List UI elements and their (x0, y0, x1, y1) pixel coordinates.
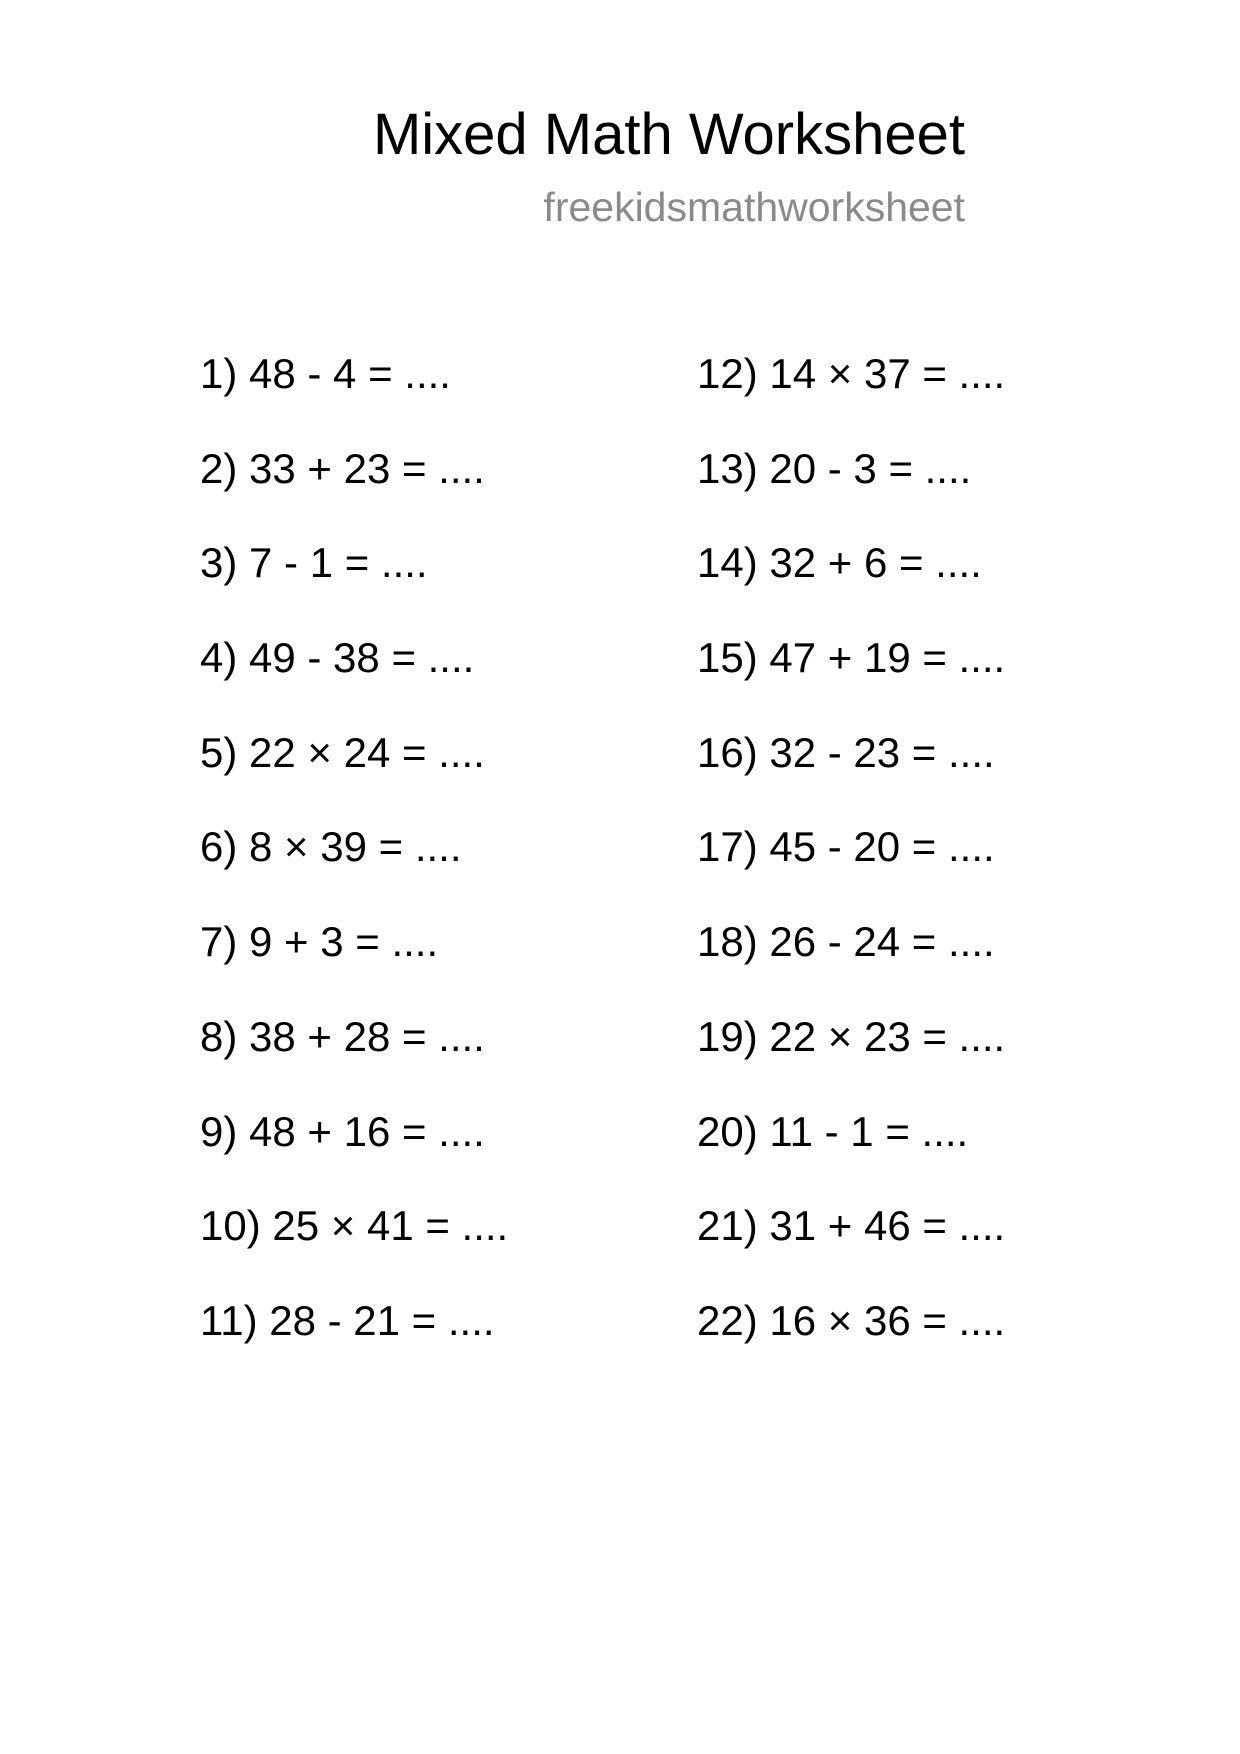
page-subtitle: freekidsmathworksheet (543, 184, 965, 230)
math-problem: 8) 38 + 28 = .... (200, 1012, 485, 1060)
math-problem: 19) 22 × 23 = .... (697, 1012, 1006, 1060)
math-problem: 22) 16 × 36 = .... (697, 1296, 1006, 1344)
math-problem: 2) 33 + 23 = .... (200, 444, 485, 492)
math-problem: 4) 49 - 38 = .... (200, 634, 475, 682)
math-problem: 18) 26 - 24 = .... (697, 918, 995, 966)
problem-list-right (697, 352, 1005, 1394)
math-problem: 20) 11 - 1 = .... (697, 1107, 969, 1155)
math-problem: 15) 47 + 19 = .... (697, 634, 1006, 682)
math-problem: 14) 32 + 6 = .... (697, 539, 982, 587)
math-problem: 13) 20 - 3 = .... (697, 444, 972, 492)
math-problem: 17) 45 - 20 = .... (697, 823, 995, 871)
math-problem: 16) 32 - 23 = .... (697, 728, 995, 776)
math-problem: 3) 7 - 1 = .... (200, 539, 428, 587)
math-problem: 1) 48 - 4 = .... (200, 350, 451, 397)
math-problem: 6) 8 × 39 = .... (200, 823, 462, 871)
page-title: Mixed Math Worksheet (372, 102, 965, 167)
math-problem: 12) 14 × 37 = .... (697, 350, 1006, 397)
problem-list-left (200, 352, 508, 1394)
math-problem: 10) 25 × 41 = .... (200, 1202, 509, 1250)
math-problem: 5) 22 × 24 = .... (200, 728, 485, 776)
math-problem: 9) 48 + 16 = .... (200, 1107, 485, 1155)
math-problem: 7) 9 + 3 = .... (200, 918, 439, 966)
math-problem: 11) 28 - 21 = .... (200, 1296, 495, 1344)
math-problem: 21) 31 + 46 = .... (697, 1202, 1006, 1250)
